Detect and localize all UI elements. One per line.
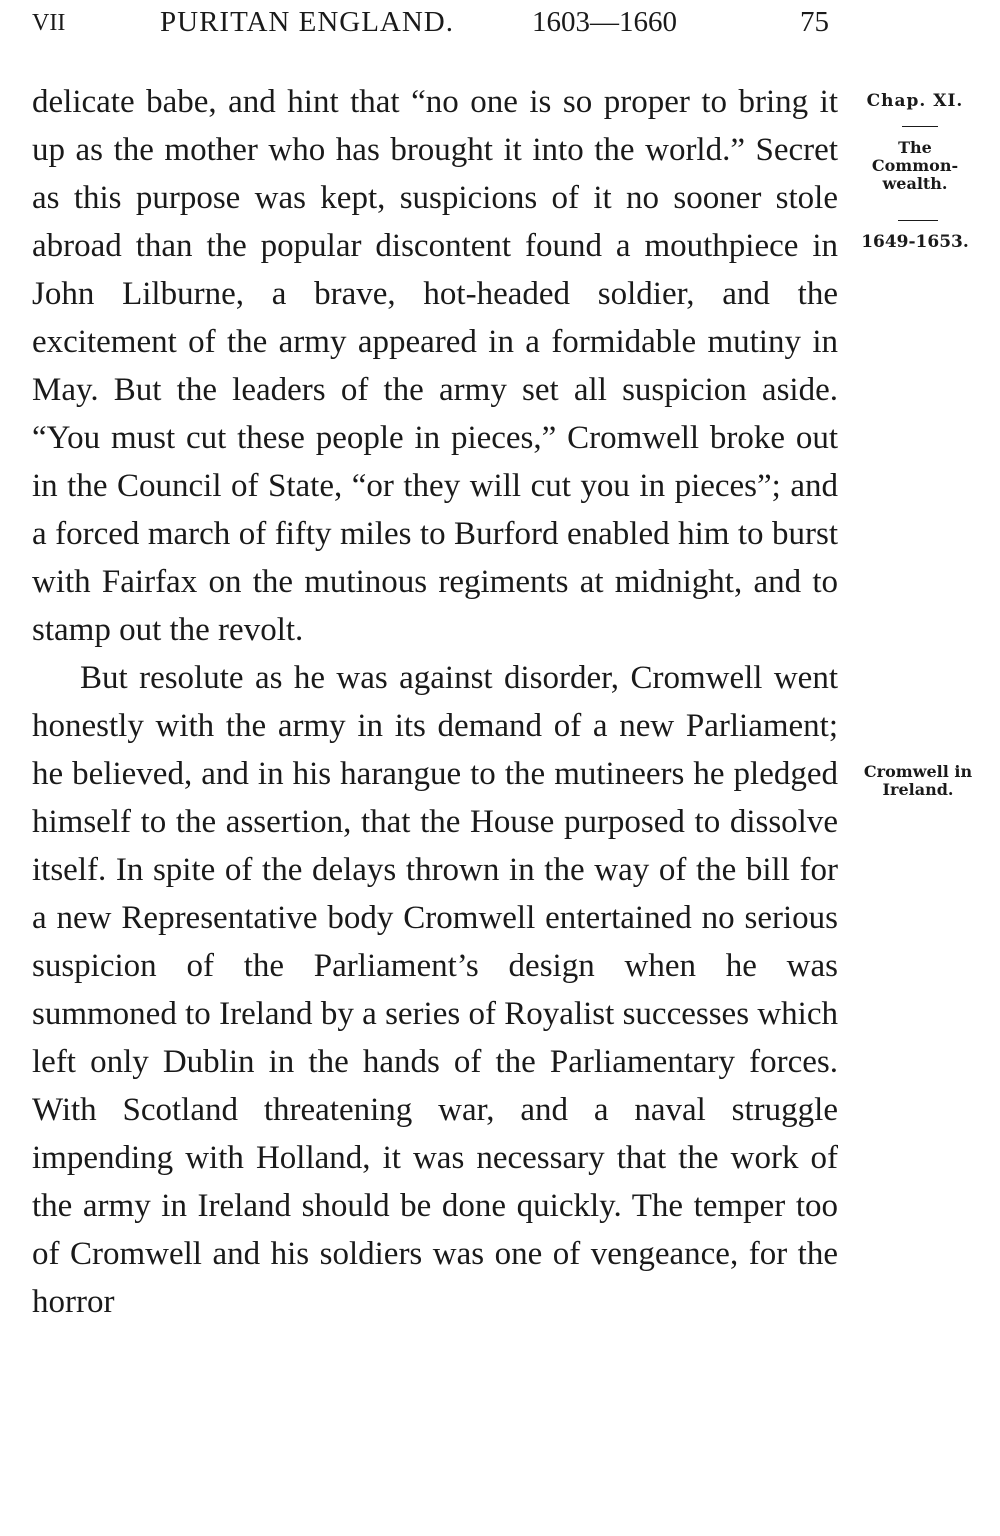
sidenote-section-line: Common-: [871, 156, 959, 175]
sidenote-section-line: The: [898, 138, 932, 157]
sidenote-section: [852, 139, 978, 193]
sidenote-section-line: wealth.: [882, 174, 948, 193]
sidenote-topic-line: Ireland.: [882, 780, 954, 799]
header-book-title: PURITAN ENGLAND.: [160, 6, 454, 38]
body-text: [32, 78, 838, 1326]
sidenote-dates: 1649-1653.: [861, 232, 969, 252]
paragraph-1: delicate babe, and hint that “no one is so proper to bring it up as the mother who has brought it into the world.” Secret as this purpose was kept, suspicions of it no sooner stole abroad than the popular discontent found a mouthpiece in John Lilburne, a brave, hot-headed soldier, and the excitement of the army appeared in a formidable mutiny in May. But the leaders of the army set all suspicion aside. “You must cut these people in pieces,” Cromwell broke out in the Council of State, “or they will cut you in pieces”; and a forced march of fifty miles to Burford enabled him to burst with Fairfax on the mutinous regiments at midnight, and to stamp out the revolt.: [32, 84, 838, 648]
sidenote-divider: [902, 126, 938, 127]
running-header: [32, 2, 842, 42]
sidenote-topic-line: Cromwell in: [863, 762, 973, 781]
header-chapter-number: VII: [32, 10, 66, 36]
sidenote-topic: [838, 763, 998, 799]
sidenote-chapter: Chap. XI.: [866, 91, 964, 111]
header-date-range: 1603—1660: [532, 6, 677, 38]
sidenote-divider: [898, 220, 938, 221]
page-number: 75: [800, 6, 829, 38]
paragraph-2: But resolute as he was against disorder, Cromwell went honestly with the army in its demand of a new Parliament; he believed, and in his harangue to the mutineers he pledged himself to the assertion, that the House purposed to dissolve itself. In spite of the delays thrown in the way of the bill for a new Representative body Cromwell entertained no serious suspicion of the Parliament’s design when he was summoned to Ireland by a series of Royalist successes which left only Dublin in the hands of the Parliamentary forces. With Scotland threatening war, and a naval struggle impending with Holland, it was necessary that the work of the army in Ireland should be done quickly. The temper too of Cromwell and his soldiers was one of vengeance, for the horror: [32, 660, 838, 1320]
